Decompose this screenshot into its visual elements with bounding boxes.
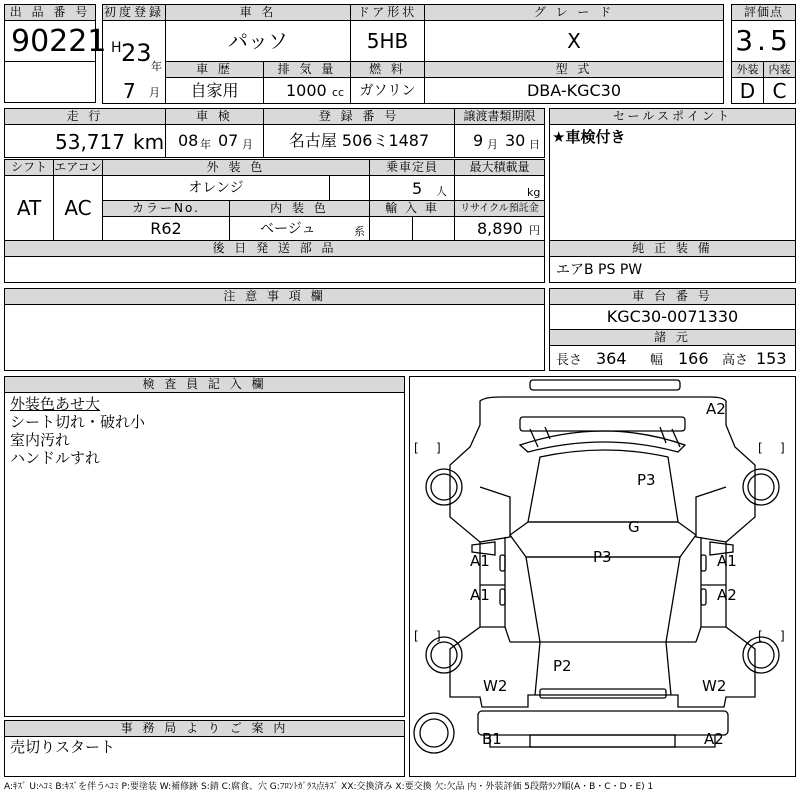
first-reg-cell [102,20,166,104]
svg-text:]: ] [436,441,441,455]
transfer-day-unit: 日 [529,138,540,151]
score-cell [731,20,796,62]
mark-g-windshield: G [628,518,640,536]
inspection-cell [165,124,264,158]
door-type: 5HB [366,29,409,53]
mark-w2-left: W2 [483,677,508,695]
length-label: 長さ [556,353,583,368]
lot-number: 90221 [11,24,107,59]
notes-cell [4,304,545,371]
first-reg-month: 7 [123,79,136,103]
fuel-label: 燃 料 [350,61,425,78]
plate-label: 登 録 番 号 [263,108,455,125]
recycle-cell [454,216,545,241]
transfer-day: 30 [505,131,526,150]
interior-color-label: 内 装 色 [229,200,370,217]
mark-b1-bumper: B1 [482,730,502,748]
door-label: ドア形状 [350,4,425,21]
displacement-label: 排 気 量 [263,61,351,78]
inspection-month-unit: 月 [242,138,253,151]
equipment-label: 純 正 装 備 [549,240,796,257]
interior-cell [763,77,796,104]
recycle: 8,890 [477,219,523,238]
interior-color: ベージュ [260,221,316,237]
interior-label: 内装 [763,61,796,78]
lot-blank-cell [4,61,96,103]
model-label: 型 式 [424,61,724,78]
recycle-unit: 円 [529,224,540,237]
history: 自家用 [190,81,239,100]
ac: AC [64,196,92,220]
equipment-cell [549,256,796,283]
rear-body-outline [480,397,726,425]
color-no: R62 [150,219,182,238]
mark-a2-right-fender: A2 [717,586,737,604]
mileage: 53,717 [55,130,125,154]
transfer-month: 9 [473,131,484,150]
import-label: 輸 入 車 [369,200,455,217]
exterior-label: 外装 [731,61,764,78]
height: 153 [756,349,787,368]
shift-cell [4,175,54,241]
grade-cell [424,20,724,62]
mark-a2-top: A2 [706,400,726,418]
body-outline [450,425,755,707]
load-unit: kg [527,186,541,199]
inspector-line-2: シート切れ・破れ小 [10,413,146,431]
office-text: 売切りスタート [10,738,116,756]
length: 364 [596,349,627,368]
ac-cell [53,175,103,241]
car-diagram-panel [409,376,796,777]
color-no-cell [102,216,230,241]
inspector-label: 検 査 員 記 入 欄 [4,376,405,393]
mileage-label: 走 行 [4,108,166,125]
chassis-number: KGC30-0071330 [606,307,739,326]
inspection-label: 車 検 [165,108,264,125]
svg-text:[: [ [414,441,419,455]
svg-text:]: ] [436,629,441,643]
rear-bumper-outline [530,380,680,390]
inspector-line-4: ハンドルすれ [10,449,101,467]
svg-text:[: [ [414,629,419,643]
color-no-label: カラーNo. [102,200,230,217]
legend: A:ｷｽﾞ U:ﾍｺﾐ B:ｷｽﾞを伴うﾍｺﾐ P:要塗装 W:補修跡 S:錆 C:腐食、穴 G:ﾌﾛﾝﾄｶﾞﾗｽ点ｷｽﾞ XX:交換済み X:要交換 欠:欠品 内・外装評価 5段階ﾗﾝｸ順(A・B・C・D・E) 1 [4,782,654,792]
inspection-month: 07 [218,131,239,150]
office-label: 事 務 局 よ り ご 案 内 [4,720,405,737]
capacity-cell [369,175,455,201]
model: DBA-KGC30 [526,81,622,100]
later-parts-label: 後 日 発 送 部 品 [4,240,545,257]
plate-cell [263,124,455,158]
notes-label: 注 意 事 項 欄 [4,288,545,305]
shift: AT [16,196,42,220]
dims-label: 諸 元 [549,329,796,346]
interior-color-suffix: 系 [354,225,365,238]
later-parts-cell [4,256,545,283]
ac-label: エアコン [54,160,102,174]
fuel-cell [350,77,425,104]
displacement: 1000 [286,81,327,100]
svg-text:[: [ [758,629,763,643]
hood-outline [526,557,680,642]
inspector-line-3: 室内汚れ [10,431,71,449]
mark-p3-hood: P3 [593,548,612,566]
first-reg-year: 23 [121,39,152,67]
first-reg-month-unit: 月 [149,86,160,99]
first-reg-era: H [111,40,122,56]
door-cell [350,20,425,62]
displacement-cell [263,77,351,104]
front-bumper-outline [478,711,728,735]
mark-a1-left-fender: A1 [470,586,490,604]
mark-a1-left-front-door: A1 [470,552,490,570]
history-cell [165,77,264,104]
exterior-cell [731,77,764,104]
transfer-cell [454,124,545,158]
shift-label: シフト [4,159,54,176]
capacity-label: 乗車定員 [369,159,455,176]
sales-point-label: セールスポイント [549,108,796,125]
svg-text:]: ] [780,629,785,643]
sales-point: ★車検付き [552,128,626,146]
color: オレンジ [188,180,244,196]
car-diagram [410,377,795,776]
score-label: 評価点 [731,4,796,21]
first-reg-label: 初度登録 [103,5,164,19]
height-label: 高さ [722,353,749,368]
plate-number: 名古屋 506ミ1487 [288,131,430,150]
color-cell [102,175,330,201]
load-cell [454,175,545,201]
lot-label: 出 品 番 号 [4,4,96,21]
import-cell [369,216,413,241]
chassis-cell [549,304,796,330]
svg-text:[: [ [758,441,763,455]
rear-glass-outline [520,431,685,452]
transfer-month-unit: 月 [487,138,498,151]
car-name-label: 車 名 [165,4,351,21]
fuel: ガソリン [359,83,416,99]
car-name: パッソ [228,29,288,53]
office-cell [4,736,405,777]
dims-cell [549,345,796,371]
capacity: 5 [412,179,423,198]
damage-marks [470,400,737,748]
svg-text:]: ] [780,441,785,455]
score: 3.5 [735,24,792,57]
transfer-label: 譲渡書類期限 [454,108,545,125]
chassis-label: 車 台 番 号 [549,288,796,305]
inspector-line-1: 外装色あせ大 [10,395,101,413]
first-reg-year-unit: 年 [151,60,162,73]
exterior-grade: D [739,79,756,103]
mileage-unit: km [133,130,165,154]
lot-cell [4,20,107,62]
import-cell-2 [412,216,455,241]
color-label: 外 装 色 [102,159,370,176]
inspection-year-unit: 年 [200,138,211,151]
sales-point-cell [549,124,796,241]
inspection-year: 08 [178,131,199,150]
load-label: 最大積載量 [454,159,545,176]
history-label: 車 歴 [165,61,264,78]
mark-w2-right: W2 [702,677,727,695]
color-extra-cell [329,175,370,201]
mark-a2-bumper: A2 [704,730,724,748]
capacity-unit: 人 [436,185,447,198]
recycle-label: リサイクル預託金 [454,200,545,217]
grade-label: グ レ ー ド [424,4,724,21]
displacement-unit: cc [332,86,345,99]
mark-a1-right-front-door: A1 [717,552,737,570]
equipment: エアB PS PW [556,262,643,278]
width-label: 幅 [650,353,664,368]
interior-grade: C [772,79,787,103]
car-name-cell [165,20,351,62]
grade: X [567,29,581,53]
inspector-cell [4,392,405,717]
interior-color-cell [229,216,370,241]
mark-p3-roof: P3 [637,471,656,489]
mileage-cell [4,124,166,158]
model-cell [424,77,724,104]
width: 166 [678,349,709,368]
mark-p2-front: P2 [553,657,572,675]
